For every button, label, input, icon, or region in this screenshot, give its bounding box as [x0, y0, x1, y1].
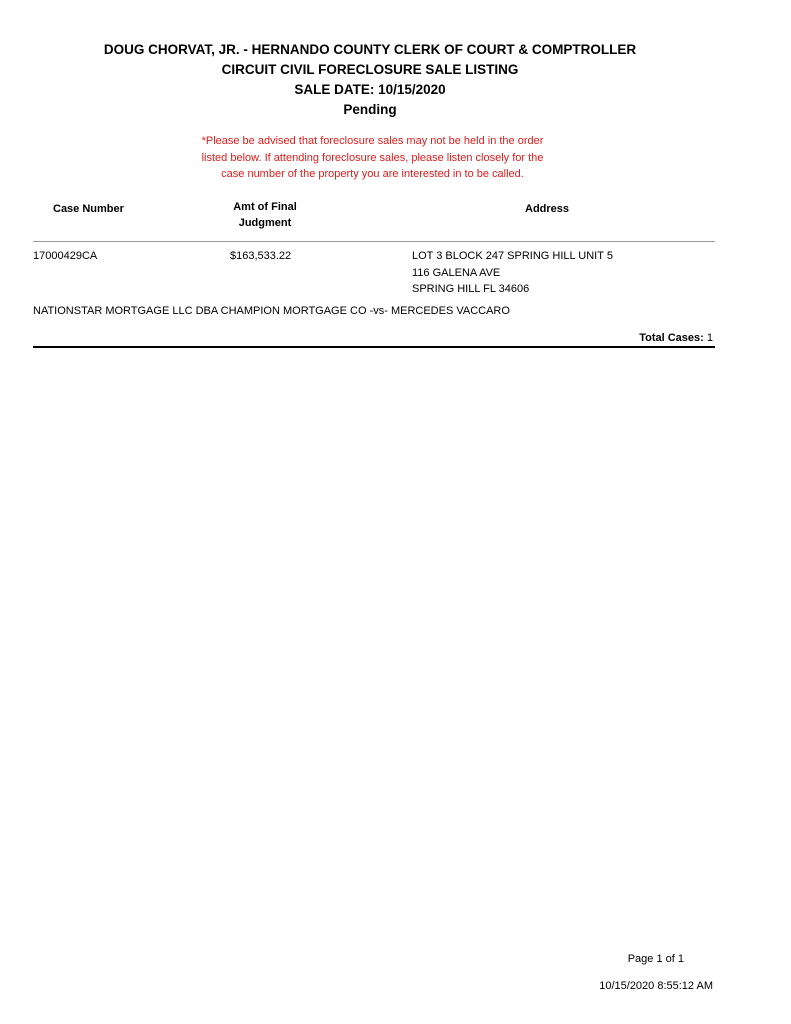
status-label: Pending [343, 102, 397, 117]
sale-date: SALE DATE: 10/15/2020 [294, 82, 446, 97]
notice-line-3: case number of the property you are interested in to be called. [221, 168, 524, 180]
address-line-1: LOT 3 BLOCK 247 SPRING HILL UNIT 5 [412, 250, 613, 262]
total-cases-value: 1 [706, 332, 713, 344]
column-header-amount-line-1: Amt of Final [233, 201, 297, 213]
total-cases-label: Total Cases: [639, 332, 704, 344]
advisory-notice [0, 133, 745, 183]
case-number-cell: 17000429CA [33, 250, 98, 262]
column-header-amount-line-2: Judgment [238, 217, 292, 229]
column-header-address: Address [525, 203, 570, 215]
address-line-2: 116 GALENA AVE [412, 266, 501, 279]
column-header-case-number: Case Number [53, 203, 124, 215]
notice-line-1: *Please be advised that foreclosure sales may not be held in the order [201, 135, 544, 147]
totals-divider [33, 346, 715, 348]
judgment-amount-cell: $163,533.22 [230, 250, 292, 262]
report-header [0, 40, 740, 120]
listing-title: CIRCUIT CIVIL FORECLOSURE SALE LISTING [221, 62, 519, 77]
total-cases [639, 330, 713, 346]
notice-line-2: listed below. If attending foreclosure sales, please listen closely for the [201, 151, 544, 164]
column-header-amount [222, 199, 308, 231]
address-line-3: SPRING HILL FL 34606 [412, 283, 530, 295]
page-number: Page 1 of 1 [627, 953, 684, 965]
header-divider [33, 241, 715, 242]
clerk-title: DOUG CHORVAT, JR. - HERNANDO COUNTY CLERK OF COURT & COMPTROLLER [103, 42, 637, 57]
address-cell [412, 248, 613, 298]
case-parties: NATIONSTAR MORTGAGE LLC DBA CHAMPION MORTGAGE CO -vs- MERCEDES VACCARO [33, 305, 510, 317]
print-timestamp: 10/15/2020 8:55:12 AM [599, 980, 713, 992]
